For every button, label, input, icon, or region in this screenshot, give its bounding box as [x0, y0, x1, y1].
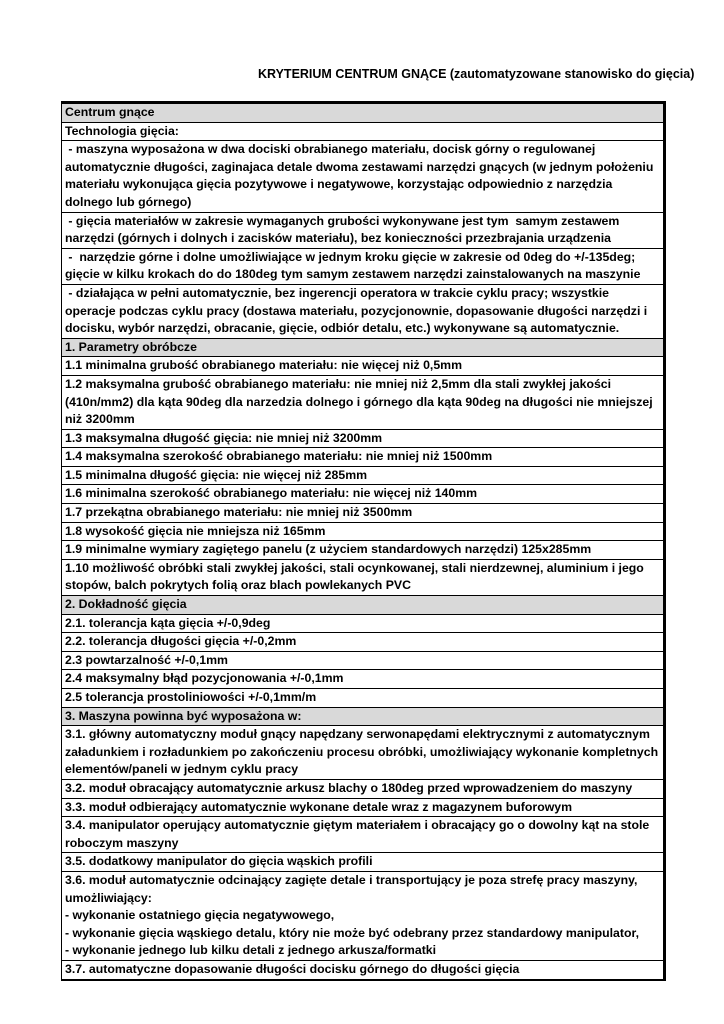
criteria-row: 2.4 maksymalny błąd pozycjonowania +/-0,1mm: [62, 670, 663, 689]
criteria-row: 3.5. dodatkowy manipulator do gięcia wąskich profili: [62, 853, 663, 872]
criteria-row: 3.3. moduł odbierający automatycznie wykonane detale wraz z magazynem buforowym: [62, 799, 663, 818]
criteria-row: 1.5 minimalna długość gięcia: nie więcej niż 285mm: [62, 467, 663, 486]
criteria-row: 2.1. tolerancja kąta gięcia +/-0,9deg: [62, 615, 663, 634]
criteria-row: 1.9 minimalne wymiary zagiętego panelu (z użyciem standardowych narzędzi) 125x285mm: [62, 541, 663, 560]
criteria-row: 1.3 maksymalna długość gięcia: nie mniej niż 3200mm: [62, 430, 663, 449]
section-header-row: 1. Parametry obróbcze: [62, 339, 663, 358]
criteria-row: 3.4. manipulator operujący automatycznie giętym materiałem i obracający go o dowolny kąt na stole roboczym maszyny: [62, 817, 663, 853]
document-title: KRYTERIUM CENTRUM GNĄCE (zautomatyzowane stanowisko do gięcia): [258, 67, 695, 81]
criteria-row: 2.3 powtarzalność +/-0,1mm: [62, 652, 663, 671]
criteria-row: 3.2. moduł obracający automatycznie arkusz blachy o 180deg przed wprowadzeniem do maszyny: [62, 780, 663, 799]
criteria-row: Technologia gięcia:: [62, 123, 663, 142]
criteria-row: 3.1. główny automatyczny moduł gnący napędzany serwonapędami elektrycznymi z automatycznym załadunkiem i rozładunkiem po zakończeniu procesu obróbki, umożliwiający wykonanie kompletnych elementów/paneli w jednym cyklu pracy: [62, 726, 663, 780]
criteria-row: 3.6. moduł automatycznie odcinający zagięte detale i transportujący je poza strefę pracy maszyny, umożliwiający: - wykonanie ostatniego gięcia negatywowego, - wykonanie gięcia wąskiego detalu, który nie może być odebrany przez standardowy manipulator, - wykonanie jednego lub kilku detali z jednego arkusza/formatki: [62, 872, 663, 961]
section-header-row: 3. Maszyna powinna być wyposażona w:: [62, 708, 663, 727]
criteria-row: 1.4 maksymalna szerokość obrabianego materiału: nie mniej niż 1500mm: [62, 448, 663, 467]
criteria-row: - gięcia materiałów w zakresie wymaganych grubości wykonywane jest tym samym zestawem narzędzi (górnych i dolnych i zacisków materiału), bez konieczności przezbrajania urządzenia: [62, 213, 663, 249]
criteria-row: 1.2 maksymalna grubość obrabianego materiału: nie mniej niż 2,5mm dla stali zwykłej jakości (410n/mm2) dla kąta 90deg dla narzedzia dolnego i górnego dla kąta 90deg na długości nie mniejszej niż 3200mm: [62, 376, 663, 430]
section-header-row: Centrum gnące: [62, 104, 663, 123]
criteria-row: 1.6 minimalna szerokość obrabianego materiału: nie więcej niż 140mm: [62, 485, 663, 504]
criteria-row: 1.8 wysokość gięcia nie mniejsza niż 165mm: [62, 523, 663, 542]
criteria-row: - maszyna wyposażona w dwa dociski obrabianego materiału, docisk górny o regulowanej automatycznie długości, zaginajaca detale dwoma zestawami narzędzi gnących (w jednym położeniu materiału wykonująca gięcia pozytywowe i negatywowe, korzystając odpowiednio z narzędzia dolnego lub górnego): [62, 141, 663, 212]
criteria-row: - narzędzie górne i dolne umożliwiające w jednym kroku gięcie w zakresie od 0deg do +/-135deg; gięcie w kilku krokach do do 180deg tym samym zestawem narzędzi zainstalowanych na maszynie: [62, 249, 663, 285]
criteria-row: - działająca w pełni automatycznie, bez ingerencji operatora w trakcie cyklu pracy; wszystkie operacje podczas cyklu pracy (dostawa materiału, pozycjonownie, dopasowanie długości narzędzi i docisku, wybór narzędzi, obracanie, gięcie, odbiór detalu, etc.) wykonywane są automatycznie.: [62, 285, 663, 339]
section-header-row: 2. Dokładność gięcia: [62, 596, 663, 615]
criteria-row: 3.7. automatyczne dopasowanie długości docisku górnego do długości gięcia: [65, 961, 520, 976]
criteria-row: 1.7 przekątna obrabianego materiału: nie mniej niż 3500mm: [62, 504, 663, 523]
criteria-row: 1.10 możliwość obróbki stali zwykłej jakości, stali ocynkowanej, stali nierdzewnej, aluminium i jego stopów, balch pokrytych folią oraz blach powlekanych PVC: [62, 560, 663, 596]
criteria-row: 2.5 tolerancja prostoliniowości +/-0,1mm/m: [62, 689, 663, 708]
criteria-row: 2.2. tolerancja długości gięcia +/-0,2mm: [62, 633, 663, 652]
criteria-table: [61, 101, 666, 981]
criteria-row: 1.1 minimalna grubość obrabianego materiału: nie więcej niż 0,5mm: [62, 357, 663, 376]
